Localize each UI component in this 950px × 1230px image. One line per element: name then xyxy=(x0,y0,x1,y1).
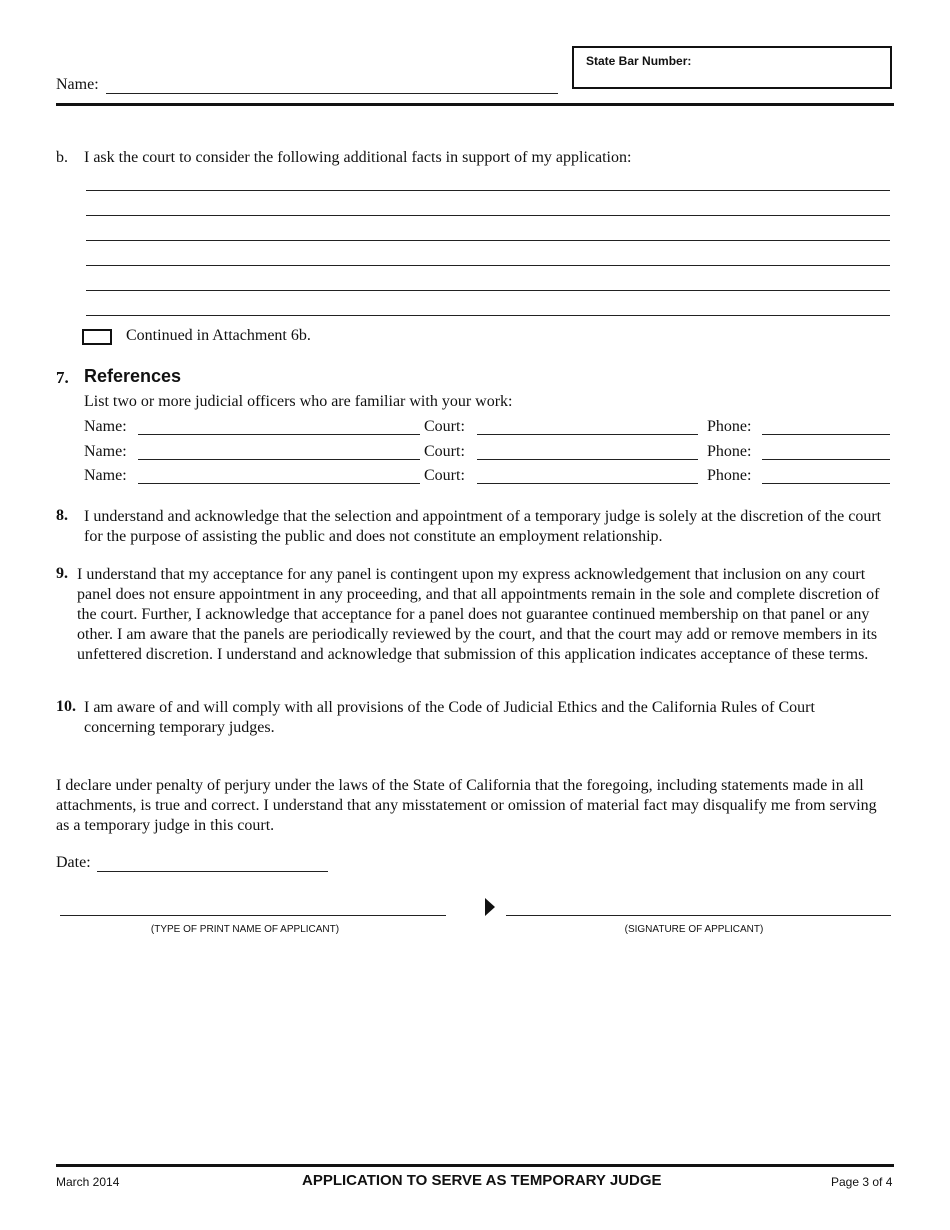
section-8-text: I understand and acknowledge that the selection and appointment of a temporary judge is solely at the discretion of the court for the purpose of assisting the public and does not constitute an employment relationship. xyxy=(84,508,882,545)
section-10-number: 10. xyxy=(56,698,76,715)
additional-facts-line[interactable] xyxy=(86,265,890,266)
references-intro: List two or more judicial officers who are familiar with your work: xyxy=(84,393,513,410)
additional-facts-line[interactable] xyxy=(86,290,890,291)
footer-divider xyxy=(56,1164,894,1167)
reference-court-label: Court: xyxy=(424,467,465,484)
signature-arrow-icon xyxy=(485,898,495,916)
reference-name-field[interactable] xyxy=(138,483,420,484)
print-name-field[interactable] xyxy=(60,915,446,916)
reference-phone-field[interactable] xyxy=(762,459,890,460)
reference-phone-field[interactable] xyxy=(762,434,890,435)
date-field[interactable] xyxy=(97,871,328,872)
reference-court-field[interactable] xyxy=(477,434,698,435)
date-label: Date: xyxy=(56,854,91,871)
signature-caption: (SIGNATURE OF APPLICANT) xyxy=(624,924,764,935)
reference-court-label: Court: xyxy=(424,443,465,460)
state-bar-number-label: State Bar Number: xyxy=(586,54,692,68)
name-field[interactable] xyxy=(106,93,558,94)
section-10-text: I am aware of and will comply with all provisions of the Code of Judicial Ethics and the California Rules of Court concerning temporary judges. xyxy=(84,699,815,736)
additional-facts-line[interactable] xyxy=(86,315,890,316)
section-9-text: I understand that my acceptance for any panel is contingent upon my express acknowledgement that inclusion on any court panel does not ensure appointment in any proceeding, and that all appointments remain in the sole and complete discretion of the court. Further, I acknowledge that acceptance for a panel does not guarantee continued membership on that panel or any other. I am aware that the panels are periodically reviewed by the court, and that the court may add or remove members in its unfettered discretion. I understand and acknowledge that submission of this application indicates acceptance of these terms. xyxy=(77,566,880,663)
additional-facts-line[interactable] xyxy=(86,240,890,241)
reference-name-label: Name: xyxy=(84,418,127,435)
declaration-text: I declare under penalty of perjury under the laws of the State of California that the foregoing, including statements made in all attachments, is true and correct. I understand that any misstatement or omission of material fact may disqualify me from serving as a temporary judge in this court. xyxy=(56,777,877,834)
reference-name-field[interactable] xyxy=(138,459,420,460)
additional-facts-line[interactable] xyxy=(86,215,890,216)
reference-court-field[interactable] xyxy=(477,459,698,460)
reference-name-label: Name: xyxy=(84,467,127,484)
footer-date: March 2014 xyxy=(56,1175,120,1189)
reference-phone-field[interactable] xyxy=(762,483,890,484)
item-b-text: I ask the court to consider the following additional facts in support of my application: xyxy=(84,149,632,166)
section-9-number: 9. xyxy=(56,565,68,582)
signature-field[interactable] xyxy=(506,915,891,916)
continued-attachment-checkbox[interactable] xyxy=(82,329,112,345)
item-b-letter: b. xyxy=(56,149,68,166)
reference-phone-label: Phone: xyxy=(707,418,752,435)
reference-court-label: Court: xyxy=(424,418,465,435)
reference-phone-label: Phone: xyxy=(707,467,752,484)
section-7-title: References xyxy=(84,366,182,386)
name-label: Name: xyxy=(56,76,99,93)
section-8-number: 8. xyxy=(56,507,68,524)
footer-title: APPLICATION TO SERVE AS TEMPORARY JUDGE xyxy=(302,1172,662,1189)
reference-name-field[interactable] xyxy=(138,434,420,435)
reference-name-label: Name: xyxy=(84,443,127,460)
reference-court-field[interactable] xyxy=(477,483,698,484)
state-bar-number-box[interactable] xyxy=(572,46,892,89)
footer-page-number: Page 3 of 4 xyxy=(831,1175,893,1189)
additional-facts-line[interactable] xyxy=(86,190,890,191)
section-7-number: 7. xyxy=(56,368,69,387)
continued-attachment-label: Continued in Attachment 6b. xyxy=(126,327,311,344)
reference-phone-label: Phone: xyxy=(707,443,752,460)
print-name-caption: (TYPE OF PRINT NAME OF APPLICANT) xyxy=(150,924,340,935)
header-divider xyxy=(56,103,894,106)
